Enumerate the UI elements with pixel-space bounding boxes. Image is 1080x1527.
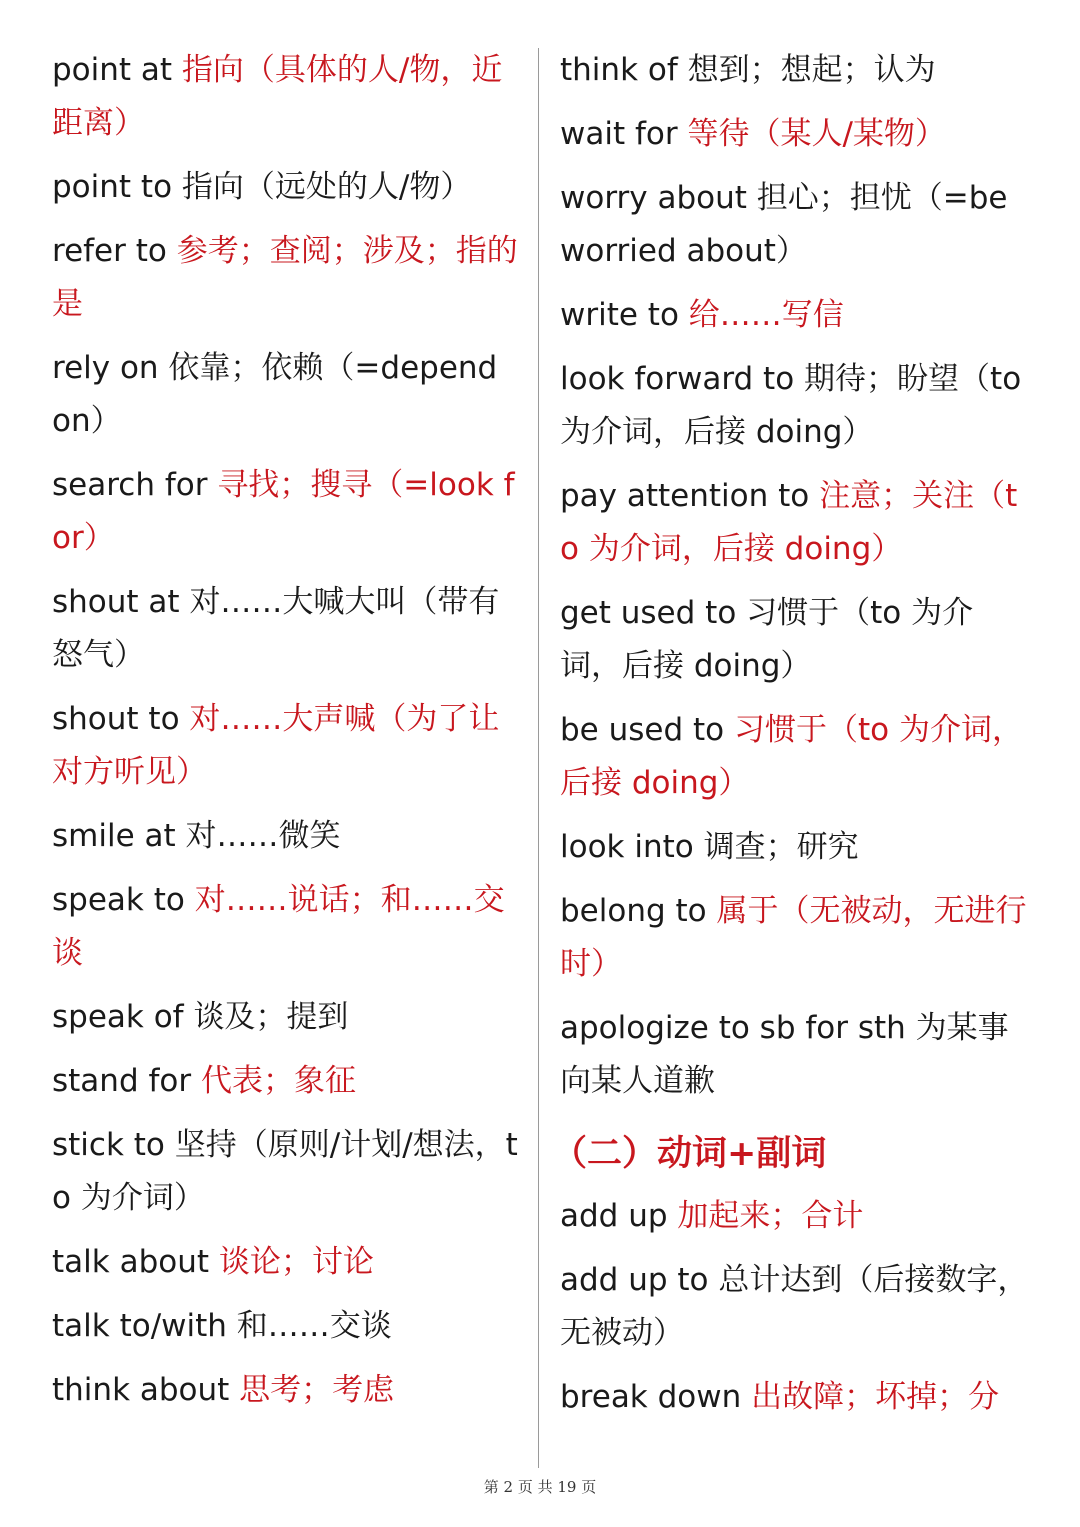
phrase-meaning: 担心；担忧（=be worried about）	[560, 180, 1008, 269]
phrase-meaning: 依靠；依赖（=depend on）	[52, 350, 498, 439]
phrase-meaning: 习惯于（to 为介词，后接 doing）	[560, 595, 974, 684]
phrase-entry	[560, 289, 1030, 342]
phrase-text: think about	[52, 1372, 240, 1408]
phrase-meaning: 谈及；提到	[193, 999, 349, 1035]
section-heading: （二）动词+副词	[552, 1134, 827, 1174]
phrase-entry	[52, 810, 518, 863]
phrase-meaning: 坚持（原则/计划/想法，to 为介词）	[52, 1127, 518, 1216]
phrase-meaning: 对……说话；和……交谈	[52, 882, 505, 971]
phrase-meaning: 代表；象征	[200, 1063, 356, 1099]
phrase-meaning: 寻找；搜寻（=look for）	[52, 467, 515, 556]
phrase-entry	[52, 161, 518, 214]
phrase-text: search for	[52, 467, 218, 503]
page-footer: 第 2 页 共 19 页	[483, 1478, 597, 1496]
phrase-entry	[52, 693, 518, 799]
phrase-text: be used to	[560, 712, 734, 748]
phrase-meaning: 出故障；坏掉；分	[751, 1379, 1000, 1415]
phrase-text: smile at	[52, 818, 186, 854]
phrase-text: add up	[560, 1198, 678, 1234]
phrase-entry	[560, 44, 1030, 97]
phrase-meaning: 注意；关注（to 为介词，后接 doing）	[560, 478, 1018, 567]
phrase-text: talk about	[52, 1244, 219, 1280]
right-entries-bottom	[560, 1190, 1030, 1424]
phrase-text: break down	[560, 1379, 752, 1415]
phrase-entry	[52, 459, 518, 565]
phrase-entry	[52, 342, 518, 448]
phrase-entry	[52, 1119, 518, 1225]
phrase-meaning: 属于（无被动，无进行时）	[560, 893, 1027, 982]
phrase-entry	[52, 1055, 518, 1108]
column-divider	[538, 48, 539, 1468]
phrase-text: shout to	[52, 701, 190, 737]
phrase-text: rely on	[52, 350, 169, 386]
phrase-entry	[560, 1254, 1030, 1360]
phrase-text: get used to	[560, 595, 747, 631]
phrase-meaning: 为某事向某人道歉	[560, 1010, 1009, 1099]
phrase-entry	[52, 874, 518, 980]
phrase-entry	[560, 1002, 1030, 1108]
phrase-meaning: 指向（远处的人/物）	[181, 169, 472, 205]
phrase-entry	[52, 1364, 518, 1417]
phrase-text: think of	[560, 52, 688, 88]
phrase-text: belong to	[560, 893, 717, 929]
phrase-meaning: 加起来；合计	[677, 1198, 864, 1234]
phrase-meaning: 调查；研究	[703, 829, 859, 865]
phrase-meaning: 习惯于（to 为介词，后接 doing）	[560, 712, 1023, 801]
phrase-meaning: 指向（具体的人/物，近距离）	[52, 52, 503, 141]
phrase-entry	[52, 991, 518, 1044]
left-column	[52, 44, 518, 1428]
phrase-text: point to	[52, 169, 182, 205]
phrase-entry	[560, 353, 1030, 459]
phrase-text: pay attention to	[560, 478, 820, 514]
phrase-entry	[560, 1190, 1030, 1243]
phrase-text: write to	[560, 297, 689, 333]
phrase-text: apologize to sb for sth	[560, 1010, 916, 1046]
phrase-text: speak to	[52, 882, 195, 918]
phrase-text: refer to	[52, 233, 177, 269]
phrase-meaning: 给……写信	[688, 297, 844, 333]
phrase-text: stand for	[52, 1063, 201, 1099]
phrase-entry	[52, 576, 518, 682]
phrase-meaning: 和……交谈	[236, 1308, 392, 1344]
phrase-entry	[560, 587, 1030, 693]
phrase-meaning: 对……微笑	[185, 818, 341, 854]
phrase-entry	[52, 44, 518, 150]
phrase-entry	[52, 1236, 518, 1289]
phrase-text: speak of	[52, 999, 194, 1035]
phrase-text: look forward to	[560, 361, 805, 397]
phrase-meaning: 想到；想起；认为	[687, 52, 936, 88]
phrase-meaning: 期待；盼望（to 为介词，后接 doing）	[560, 361, 1022, 450]
phrase-meaning: 谈论；讨论	[218, 1244, 374, 1280]
phrase-text: point at	[52, 52, 182, 88]
phrase-entry	[52, 225, 518, 331]
phrase-meaning: 参考；查阅；涉及；指的是	[52, 233, 518, 322]
phrase-entry	[560, 470, 1030, 576]
phrase-text: wait for	[560, 116, 688, 152]
phrase-entry	[560, 108, 1030, 161]
phrase-text: add up to	[560, 1262, 719, 1298]
phrase-entry	[560, 1371, 1030, 1424]
phrase-text: shout at	[52, 584, 190, 620]
phrase-text: worry about	[560, 180, 757, 216]
phrase-meaning: 等待（某人/某物）	[687, 116, 946, 152]
phrase-text: look into	[560, 829, 704, 865]
phrase-meaning: 对……大喊大叫（带有怒气）	[52, 584, 500, 673]
right-column	[552, 44, 1030, 1435]
phrase-entry	[560, 704, 1030, 810]
phrase-meaning: 思考；考虑	[239, 1372, 395, 1408]
phrase-entry	[52, 1300, 518, 1353]
phrase-meaning: 对……大声喊（为了让对方听见）	[52, 701, 500, 790]
phrase-entry	[560, 885, 1030, 991]
phrase-text: stick to	[52, 1127, 175, 1163]
right-entries-top	[560, 44, 1030, 1108]
phrase-text: talk to/with	[52, 1308, 237, 1344]
phrase-entry	[560, 172, 1030, 278]
phrase-entry	[560, 821, 1030, 874]
phrase-meaning: 总计达到（后接数字，无被动）	[560, 1262, 1029, 1351]
